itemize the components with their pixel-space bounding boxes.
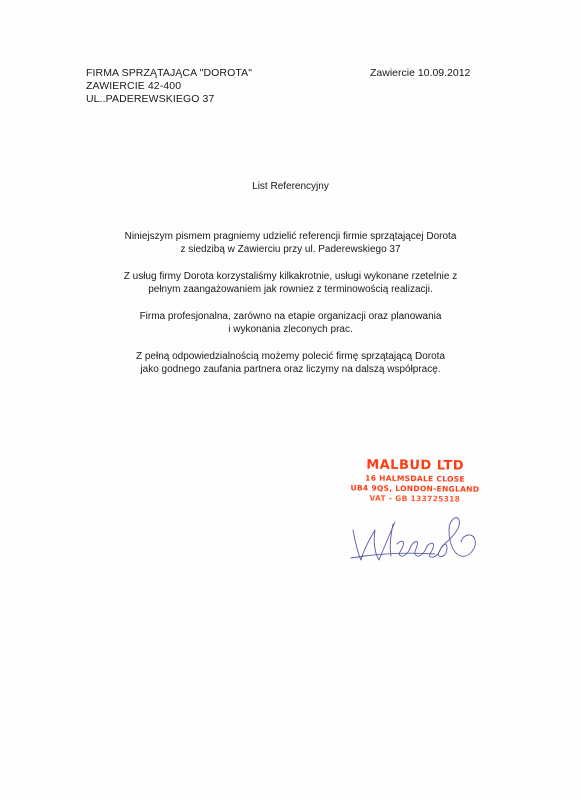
paragraph-2 [60,271,521,296]
paragraph-3-line-2: i wykonania zleconych prac. [228,323,353,335]
paragraph-1 [60,231,521,256]
stamp-company-name: MALBUD LTD [366,457,465,474]
paragraph-3-line-1: Firma profesjonalna, zarówno na etapie organizacji oraz planowania [139,311,442,322]
handwritten-signature [345,500,485,570]
company-stamp [330,457,480,505]
sender-street: UL..PADEREWSKIEGO 37 [86,93,215,105]
paragraph-4 [60,351,521,376]
sender-city: ZAWIERCIE 42-400 [86,80,182,92]
stamp-address-line-1: 16 HALMSDALE CLOSE [365,473,465,484]
sender-address [86,67,252,106]
paragraph-2-line-1: Z usług firmy Dorota korzystaliśmy kilkakrotnie, usługi wykonane rzetelnie z [123,271,458,282]
paragraph-1-line-1: Niniejszym pismem pragniemy udzielić referencji firmie sprzątającej Dorota [124,231,457,242]
letter-date: Zawiercie 10.09.2012 [370,67,471,79]
stamp-address-line-2: UB4 9QS, LONDON-ENGLAND [350,483,480,494]
paragraph-3 [60,311,521,336]
sender-name: FIRMA SPRZĄTAJĄCA "DOROTA" [86,67,253,79]
letter-title: List Referencyjny [252,181,329,192]
letter-body [60,231,521,391]
paragraph-4-line-1: Z pełną odpowiedzialnością możemy polecić firmę sprzątającą Dorota [135,351,446,362]
paragraph-1-line-2: z siedzibą w Zawierciu przy ul. Paderewskiego 37 [180,243,401,255]
paragraph-2-line-2: pełnym zaangażowaniem jak rowniez z terminowością realizacji. [148,283,433,295]
stamp-vat-number: VAT - GB 133725318 [369,493,461,504]
paragraph-4-line-2: jako godnego zaufania partnera oraz liczymy na dalszą współpracę. [140,363,441,375]
